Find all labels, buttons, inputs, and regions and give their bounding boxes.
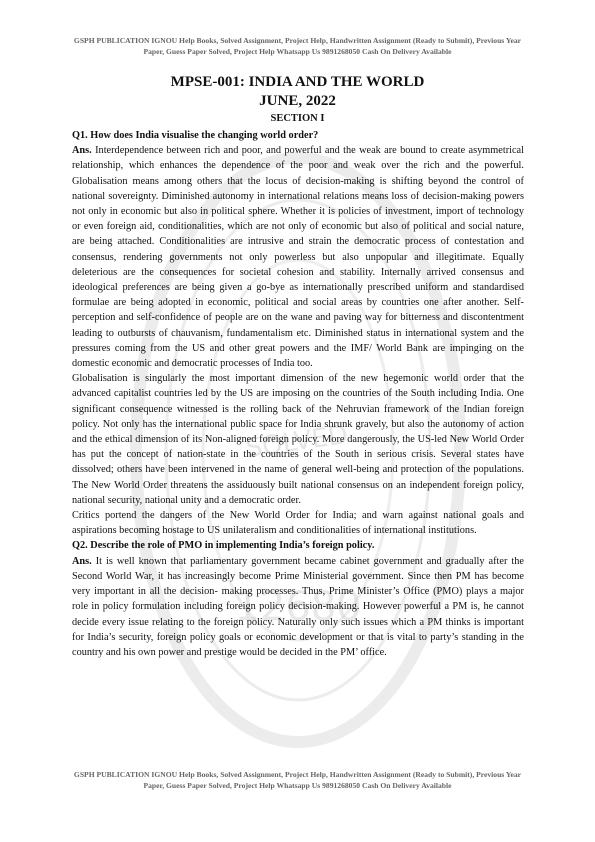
q1-answer-para-1 [72,143,524,371]
svg-text:SOLVED: SOLVED [243,420,350,465]
q2-para-1-text: It is well known that parliamentary government became cabinet government and gradually after the Second World War, it has increasingly become Prime Ministerial government. Since then PM has become very important in all the decision- making processes. Thus, Prime Minister’s Office (PMO) plays a major role in policy formulation including foreign policy decision-making. However powerful a PM is, he cannot decide every issue relating to the foreign policy. Naturally only such issues which a PM thinks is important for India’s security, foreign policy goals or economic development or that is vital to party’s standing in the country and his own power and prestige would be decided in the PM’ office. [72,555,524,658]
q1-ans-label: Ans. [72,145,92,157]
q1-answer-para-3: Critics portend the dangers of the New World Order for India; and warn against national goals and aspirations becoming hostage to US unilateralism and conditionalities of international institutions. [72,510,524,537]
q1-para-1-text: Interdependence between rich and poor, and powerful and the weak are bound to create asymmetrical relationship, which enhances the dependence of the poor and weak over the rich and the powerful. Globalisation means among others that the locus of decision-making is shifting beyond the control of national sovereignty. Diminished autonomy in international relations means loss of decision-making powers not only in economic but also in political sphere. Whether it is policies of investment, import of technology or even foreign aid, conditionalities, which are not only of economic but also of political and social nature, are being attached. Conditionalities are intrusive and strain the democratic process of contestation and consensus, rendering governments not only powerless but also unpopular and illegitimate. Equally deleterious are the consequences for societal cohesion and stability. Internally arrived consensus and ideological preferences are being given a go-bye as internationally prescribed uniform and standardised formulae are being adopted in economic, political and social areas by countries one after another. Self-perception and self-confidence of people are on the wane and paving way for bitterness and discontentment leading to outbursts of chauvanism, fundamentalism etc. Diminished status in international system and the pressures coming from the US and other great powers and the IMF/ World Bank are impinging on the domestic economic and democratic processes of India too. [72,145,524,370]
q2-ans-label: Ans. [72,555,92,567]
header-text: GSPH PUBLICATION IGNOU Help Books, Solved Assignment, Project Help, Handwritten Assignment (Ready to Submit), Previous Year Paper, Guess Paper Solved, Project Help Whatsapp Us 9891268050 Cash On Delivery Available [73,36,522,56]
svg-text:12680: 12680 [234,584,362,630]
document-subtitle: JUNE, 2022 [259,93,336,109]
question-1: Q1. How does India visualise the changing world order? [72,130,319,141]
footer-text: GSPH PUBLICATION IGNOU Help Books, Solved Assignment, Project Help, Handwritten Assignment (Ready to Submit), Previous Year Paper, Guess Paper Solved, Project Help Whatsapp Us 9891268050 Cash On Delivery Available [73,770,522,790]
q1-answer-para-2: Globalisation is singularly the most important dimension of the new hegemonic world order that the advanced capitalist countries led by the US are imposing on the countries of the South including India. One significant consequence witnessed is the rolling back of the Nehruvian framework of the Indian foreign policy. Not only has the international public space for India shrunk gravely, but also the autonomy of action and the ethical dimension of its Non-aligned foreign policy. More dangerously, the US-led New World Order has put the concept of nation-state in the countries of the South in serious crisis. Several states have dissolved; others have been intervened in the name of general well-being and protection of the populations. The New World Order threatens the assiduously built national consensus on an independent foreign policy, national security, national unity and a democratic order. [72,373,524,506]
page-content [72,128,524,660]
page-header [64,36,531,58]
question-2: Q2. Describe the role of PMO in implementing India’s foreign policy. [72,540,375,552]
title-block [0,73,595,127]
section-heading: SECTION I [270,113,325,124]
document-title: MPSE-001: INDIA AND THE WORLD [170,74,425,90]
page-footer [64,770,531,792]
q2-answer-para-1 [72,554,524,660]
